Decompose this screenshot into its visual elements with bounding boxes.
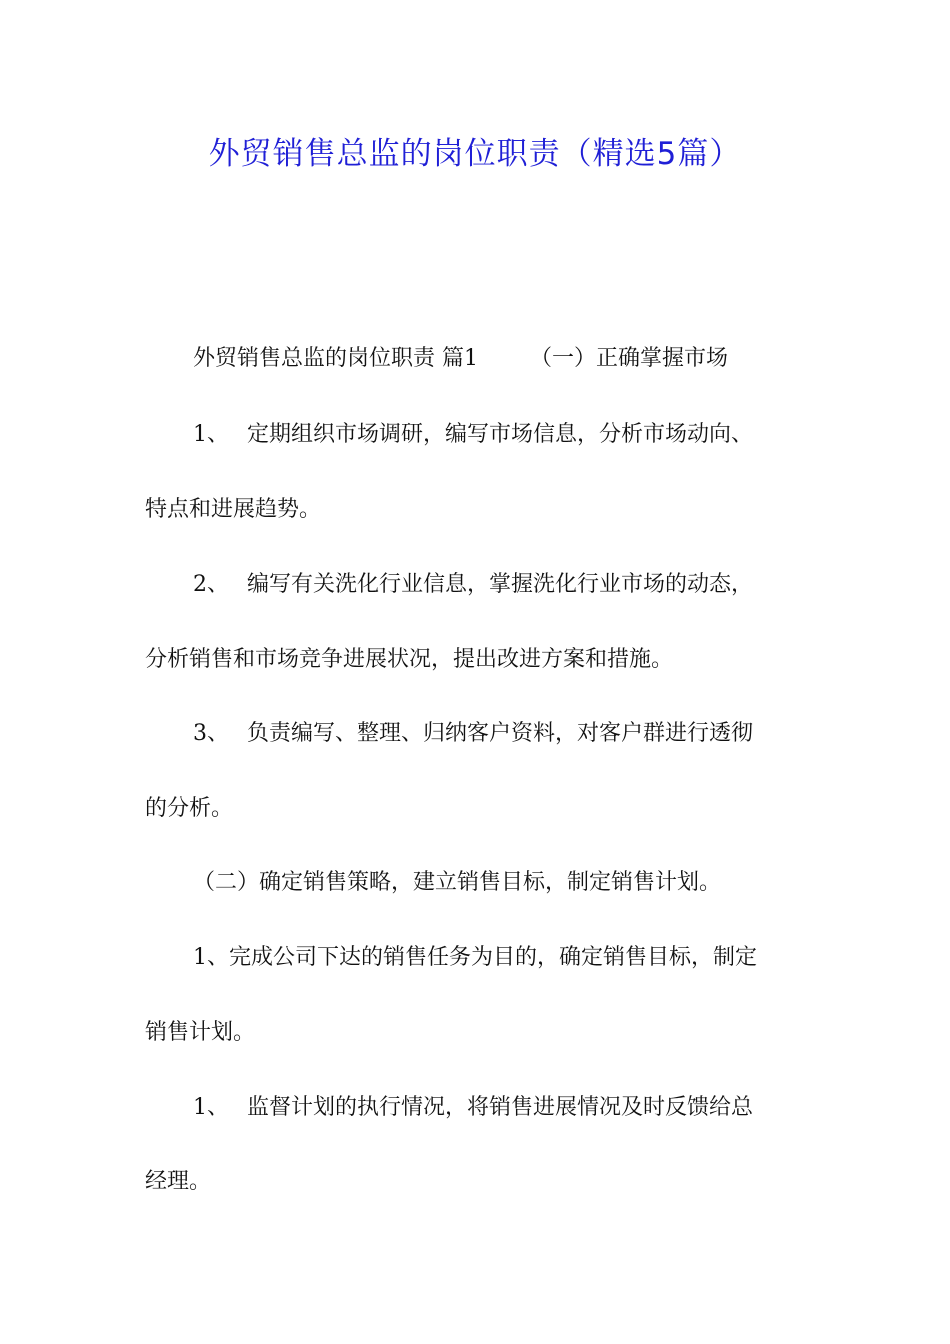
item-2-text: 编写有关洗化行业信息，掌握洗化行业市场的动态，	[247, 572, 754, 597]
item-1-text: 定期组织市场调研，编写市场信息，分析市场动向、	[247, 422, 754, 447]
heading-part1: 外贸销售总监的岗位职责 篇1	[193, 346, 478, 371]
item-b-line1	[145, 1092, 858, 1124]
heading-part2: （一）正确掌握市场	[530, 346, 729, 371]
item-1-line1	[145, 419, 858, 451]
item-3-line1	[145, 718, 858, 750]
item-a-line2: 销售计划。	[145, 1020, 256, 1045]
item-b-number: 1、	[193, 1095, 229, 1120]
item-3-number: 3、	[193, 721, 229, 746]
document-title: 外贸销售总监的岗位职责（精选5篇）	[208, 136, 742, 172]
item-b-text: 监督计划的执行情况，将销售进展情况及时反馈给总	[247, 1095, 754, 1120]
item-a-line1: 1、完成公司下达的销售任务为目的，确定销售目标，制定	[193, 945, 757, 970]
item-2-number: 2、	[193, 572, 229, 597]
item-b-line2: 经理。	[145, 1169, 212, 1194]
heading-line	[145, 343, 858, 375]
item-3-text: 负责编写、整理、归纳客户资料，对客户群进行透彻	[247, 721, 754, 746]
item-2-line1	[145, 569, 858, 601]
item-3-line2: 的分析。	[145, 796, 234, 821]
item-1-line2: 特点和进展趋势。	[145, 497, 322, 522]
section-2-heading: （二）确定销售策略，建立销售目标，制定销售计划。	[193, 870, 722, 895]
item-2-line2: 分析销售和市场竞争进展状况，提出改进方案和措施。	[145, 647, 674, 672]
item-1-number: 1、	[193, 422, 229, 447]
